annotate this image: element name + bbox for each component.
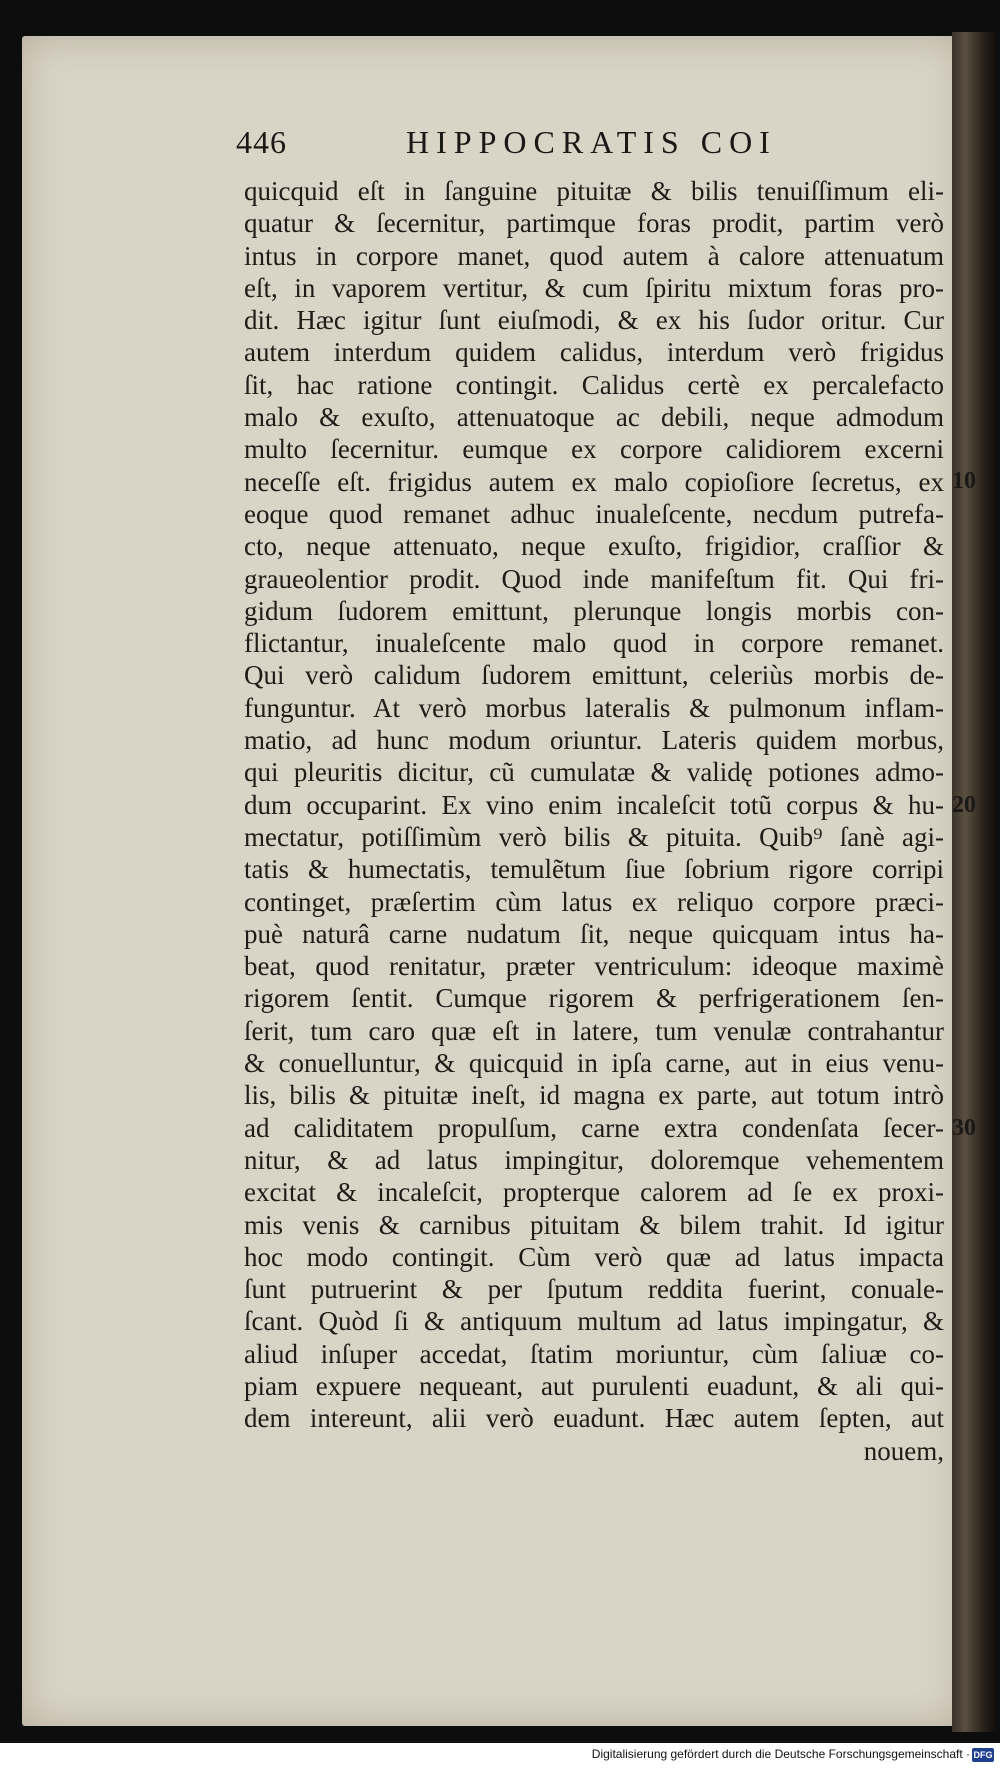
text-line: quicquid eſt in ſanguine pituitæ & bilis tenuiſſimum eli- bbox=[244, 176, 944, 206]
dfg-logo-icon: DFG bbox=[973, 1750, 993, 1760]
text-line: matio, ad hunc modum oriuntur. Lateris quidem morbus, bbox=[244, 725, 944, 756]
text-line: flictantur, inualeſcente malo quod in corpore remanet. bbox=[244, 628, 944, 659]
text-line: ſcant. Quòd ſi & antiquum multum ad latus impingatur, & bbox=[244, 1306, 944, 1337]
text-line: ad caliditatem propulſum, carne extra condenſata ſecer- bbox=[244, 1112, 944, 1143]
text-line: eſt, in vaporem vertitur, & cum ſpiritu mixtum foras pro- bbox=[244, 272, 944, 303]
text-line: aliud inſuper accedat, ſtatim moriuntur, cùm ſaliuæ co- bbox=[244, 1338, 944, 1369]
text-line: ſerit, tum caro quæ eſt in latere, tum venulæ contrahantur bbox=[244, 1015, 944, 1046]
line-number-marker: 10 bbox=[952, 468, 976, 494]
text-line: gidum ſudorem emittunt, plerunque longis morbis con- bbox=[244, 595, 944, 626]
text-line: beat, quod renitatur, præter ventriculum: ideoque maximè bbox=[244, 951, 944, 982]
text-line: excitat & incaleſcit, propterque calorem ad ſe ex proxi- bbox=[244, 1177, 944, 1208]
book-binding bbox=[952, 32, 996, 1732]
digitization-footer bbox=[0, 1743, 1000, 1768]
text-line: graueolentior prodit. Quod inde manifeſtum fit. Qui fri- bbox=[244, 563, 944, 594]
body-text bbox=[244, 175, 944, 1467]
text-line: mis venis & carnibus pituitam & bilem trahit. Id igitur bbox=[244, 1209, 944, 1240]
text-line: dem intereunt, alii verò euadunt. Hæc autem ſepten, aut bbox=[244, 1403, 944, 1434]
text-line: qui pleuritis dicitur, cũ cumulatæ & validę potiones admo- bbox=[244, 757, 944, 788]
text-line: autem interdum quidem calidus, interdum verò frigidus bbox=[244, 337, 944, 368]
text-line: neceſſe eſt. frigidus autem ex malo copioſiore ſecretus, ex bbox=[244, 466, 944, 497]
text-line: multo ſecernitur. eumque ex corpore calidiorem excerni bbox=[244, 434, 944, 465]
page-header bbox=[236, 124, 836, 164]
text-line: puè naturâ carne nudatum ſit, neque quicquam intus ha- bbox=[244, 918, 944, 949]
text-line: malo & exuſto, attenuatoque ac debili, neque admodum bbox=[244, 402, 944, 433]
text-line: continget, præſertim cùm latus ex reliquo corpore præci- bbox=[244, 886, 944, 917]
page-number: 446 bbox=[236, 124, 287, 160]
text-line: rigorem ſentit. Cumque rigorem & perfrigerationem ſen- bbox=[244, 983, 944, 1014]
text-line: cto, neque attenuato, neque exuſto, frigidior, craſſior & bbox=[244, 531, 944, 562]
text-line: dit. Hæc igitur ſunt eiuſmodi, & ex his ſudor oritur. Cur bbox=[244, 305, 944, 336]
text-line: tatis & humectatis, temulẽtum ſiue ſobrium rigore corripi bbox=[244, 854, 944, 885]
text-line: & conuelluntur, & quicquid in ipſa carne, aut in eius venu- bbox=[244, 1048, 944, 1079]
line-number-marker: 30 bbox=[952, 1115, 976, 1141]
catchword: nouem, bbox=[863, 1435, 944, 1466]
line-number-marker: 20 bbox=[952, 792, 976, 818]
running-head: HIPPOCRATIS COI bbox=[406, 124, 777, 160]
text-line: lis, bilis & pituitæ ineſt, id magna ex parte, aut totum intrò bbox=[244, 1080, 944, 1111]
text-line: nitur, & ad latus impingitur, doloremque vehementem bbox=[244, 1144, 944, 1175]
text-line: funguntur. At verò morbus lateralis & pulmonum inflam- bbox=[244, 692, 944, 723]
text-line: mectatur, potiſſimùm verò bilis & pituita. Quib⁹ ſanè agi- bbox=[244, 821, 944, 852]
text-line: quatur & ſecernitur, partimque foras prodit, partim verò bbox=[244, 208, 944, 239]
text-line: dum occuparint. Ex vino enim incaleſcit totũ corpus & hu- bbox=[244, 789, 944, 820]
text-line: piam expuere nequeant, aut purulenti euadunt, & ali qui- bbox=[244, 1370, 944, 1401]
funding-credit: Digitalisierung gefördert durch die Deutsche Forschungsgemeinschaft · bbox=[591, 1747, 970, 1761]
text-line: ſit, hac ratione contingit. Calidus certè ex percalefacto bbox=[244, 369, 944, 400]
text-line: ſunt putruerint & per ſputum reddita fuerint, conuale- bbox=[244, 1274, 944, 1305]
text-line: Qui verò calidum ſudorem emittunt, celeriùs morbis de- bbox=[244, 660, 944, 691]
text-line: eoque quod remanet adhuc inualeſcente, necdum putrefa- bbox=[244, 498, 944, 529]
text-line: hoc modo contingit. Cùm verò quæ ad latus impacta bbox=[244, 1241, 944, 1272]
text-line: intus in corpore manet, quod autem à calore attenuatum bbox=[244, 240, 944, 271]
